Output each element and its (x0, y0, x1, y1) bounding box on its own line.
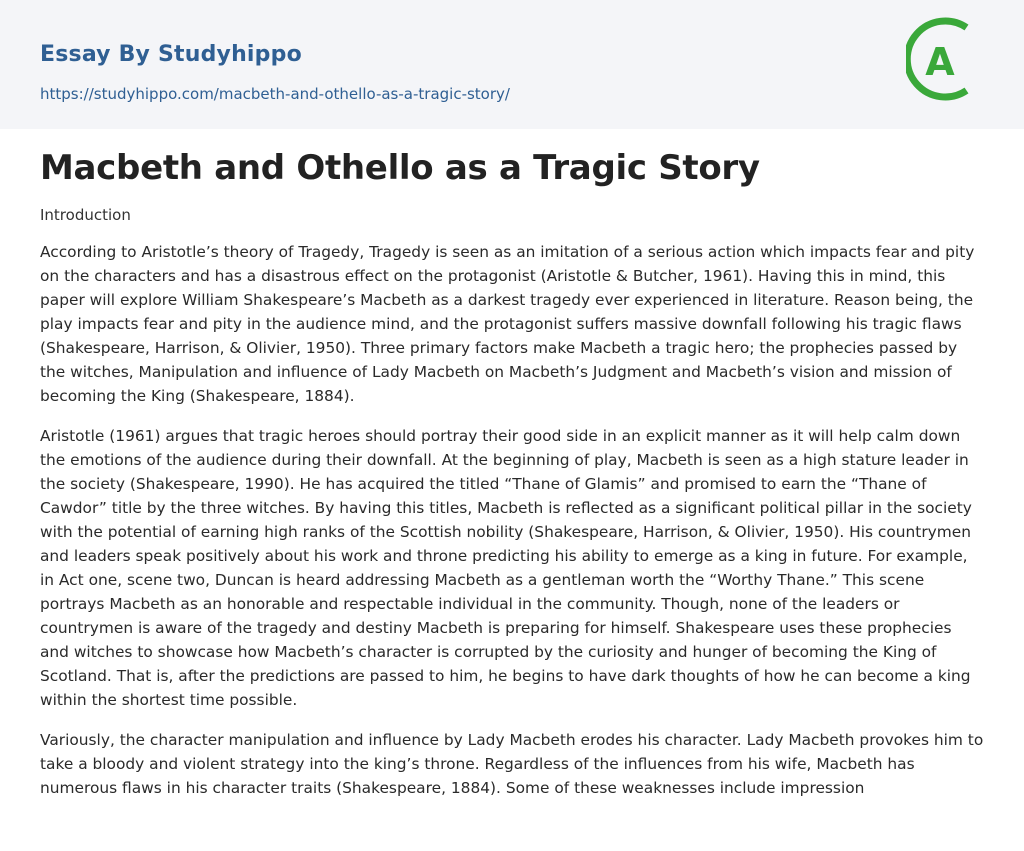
logo-letter: A (925, 40, 955, 84)
article-paragraph: According to Aristotle’s theory of Tragedy, Tragedy is seen as an imitation of a serious action which impacts fear and pity on the characters and has a disastrous effect on the protagonist (Aristotle & Butcher, 1961). Having this in mind, this paper will explore William Shakespeare’s Macbeth as a darkest tragedy ever experienced in literature. Reason being, the play impacts fear and pity in the audience mind, and the protagonist suffers massive downfall following his tragic flaws (Shakespeare, Harrison, & Olivier, 1950). Three primary factors make Macbeth a tragic hero; the prophecies passed by the witches, Manipulation and influence of Lady Macbeth on Macbeth’s Judgment and Macbeth’s vision and mission of becoming the King (Shakespeare, 1884). (40, 243, 975, 405)
section-heading: Introduction (40, 206, 131, 224)
article-title: Macbeth and Othello as a Tragic Story (40, 148, 760, 188)
article-paragraph: Variously, the character manipulation and influence by Lady Macbeth erodes his character. Lady Macbeth provokes him to take a bloody and violent strategy into the king’s throne. Regardless of the influences from his wife, Macbeth has numerous flaws in his character traits (Shakespeare, 1884). Some of these weaknesses include impression (40, 731, 984, 797)
article-paragraph: Aristotle (1961) argues that tragic heroes should portray their good side in an explicit manner as it will help calm down the emotions of the audience during their downfall. At the beginning of play, Macbeth is seen as a high stature leader in the society (Shakespeare, 1990). He has acquired the titled “Thane of Glamis” and promised to earn the “Thane of Cawdor” title by the three witches. By having this titles, Macbeth is reflected as a significant political pillar in the society with the potential of earning high ranks of the Scottish nobility (Shakespeare, Harrison, & Olivier, 1950). His countrymen and leaders speak positively about his work and throne predicting his ability to emerge as a king in future. For example, in Act one, scene two, Duncan is heard addressing Macbeth as a gentleman worth the “Worthy Thane.” This scene portrays Macbeth as an honorable and respectable individual in the community. Though, none of the leaders or countrymen is aware of the tragedy and destiny Macbeth is preparing for himself. Shakespeare uses these prophecies and witches to showcase how Macbeth’s character is corrupted by the curiosity and hunger of becoming the King of Scotland. That is, after the predictions are passed to him, he begins to have dark thoughts of how he can become a king within the shortest time possible. (40, 427, 972, 709)
source-link[interactable]: https://studyhippo.com/macbeth-and-othello-as-a-tragic-story/ (40, 85, 510, 103)
studyhippo-logo-icon[interactable] (906, 14, 996, 104)
article (40, 140, 985, 800)
brand-title[interactable]: Essay By Studyhippo (40, 42, 302, 67)
site-header (0, 0, 1024, 129)
